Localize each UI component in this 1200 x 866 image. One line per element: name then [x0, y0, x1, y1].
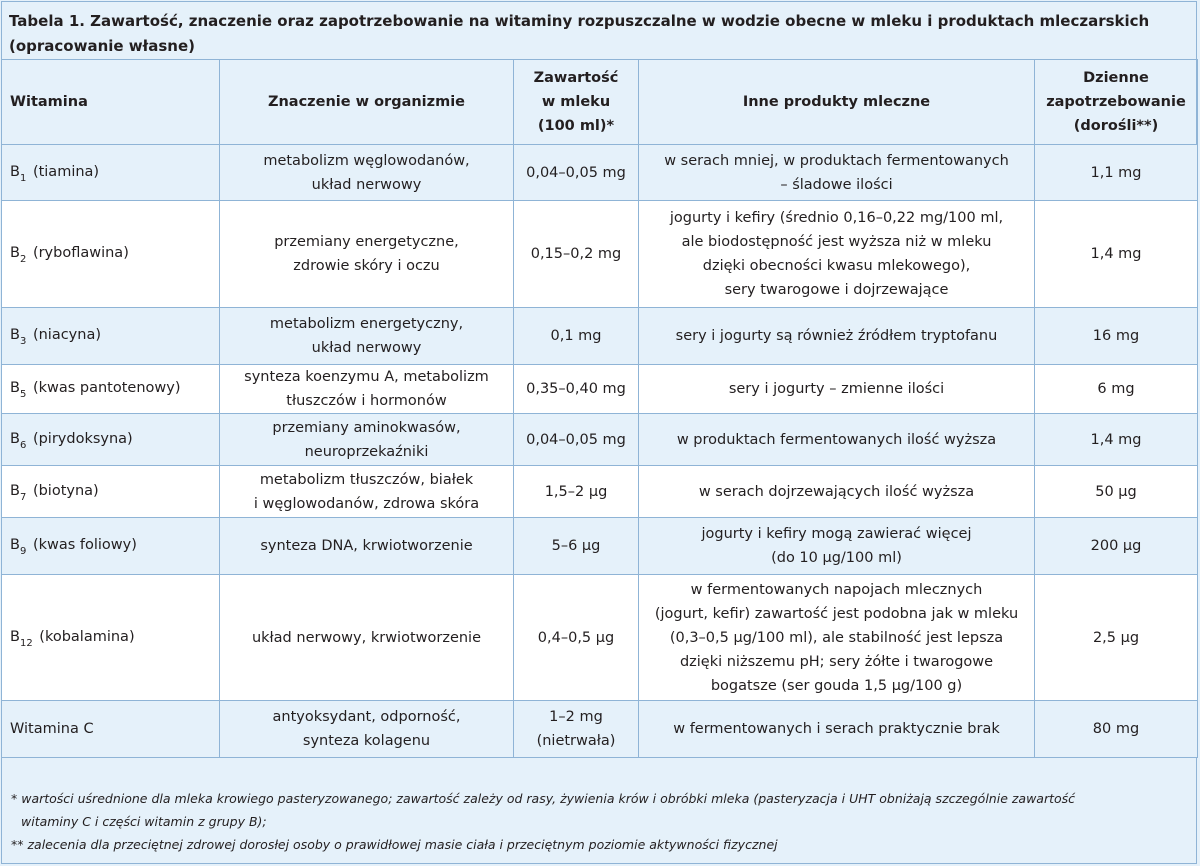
- vitamin-name-cell: [2, 575, 220, 701]
- vitamin-base: B: [10, 380, 20, 396]
- content-cell-line: 5–6 µg: [551, 538, 601, 554]
- table-title: Tabela 1. Zawartość, znaczenie oraz zapotrzebowanie na witaminy rozpuszczalne w wodzie obecne w mleku i produktach mleczarskich (opracowanie własne): [9, 12, 1150, 55]
- other-products-cell-line: (0,3–0,5 µg/100 ml), ale stabilność jest lepsza: [669, 629, 1004, 646]
- vitamin-base: B: [10, 245, 20, 261]
- vitamin-name-cell: [2, 365, 220, 414]
- vitamin-subscript: 9: [19, 546, 27, 557]
- other-products-cell-line: bogatsze (ser gouda 1,5 µg/100 g): [710, 677, 963, 694]
- vitamin-base: B: [10, 628, 20, 645]
- content-cell-line: 0,15–0,2 mg: [530, 246, 622, 262]
- content-cell-line: 0,4–0,5 µg: [537, 629, 615, 646]
- role-cell: [220, 145, 514, 201]
- role-cell-line: zdrowie skóry i oczu: [293, 258, 440, 274]
- other-products-cell-line: w fermentowanych napojach mlecznych: [690, 581, 983, 598]
- role-cell-line: metabolizm tłuszczów, białek: [259, 471, 474, 488]
- daily-requirement-cell: 1,4 mg: [1035, 414, 1198, 466]
- vitamin-base: B: [10, 327, 20, 343]
- vitamin-base: B: [10, 163, 20, 180]
- daily-requirement-cell: 6 mg: [1035, 365, 1198, 414]
- vitamin-name-cell: [2, 518, 220, 575]
- role-cell-line: układ nerwowy: [311, 176, 422, 193]
- role-cell: [220, 701, 514, 758]
- other-products-cell-line: dzięki obecności kwasu mlekowego),: [702, 258, 971, 274]
- role-cell-line: i węglowodanów, zdrowa skóra: [253, 495, 480, 512]
- content-cell-line: 0,35–0,40 mg: [526, 381, 626, 397]
- content-cell: [514, 518, 639, 575]
- vitamin-name-cell: [2, 466, 220, 518]
- vitamins-table: [1, 59, 1198, 758]
- other-products-cell: [639, 414, 1035, 466]
- role-cell-line: synteza kolagenu: [302, 733, 431, 749]
- other-products-cell-line: (do 10 µg/100 ml): [771, 550, 902, 566]
- vitamin-name-cell: [2, 414, 220, 466]
- other-products-cell-line: sery twarogowe i dojrzewające: [724, 282, 949, 298]
- vitamin-name-cell: [2, 308, 220, 365]
- role-cell-line: synteza DNA, krwiotworzenie: [260, 538, 473, 554]
- other-products-cell-line: jogurty i kefiry (średnio 0,16–0,22 mg/100 ml,: [669, 210, 1004, 226]
- table-row: [2, 308, 1198, 365]
- table-row: [2, 365, 1198, 414]
- role-cell-line: przemiany energetyczne,: [274, 234, 459, 250]
- vitamin-base: B: [10, 537, 20, 553]
- content-cell: [514, 414, 639, 466]
- role-cell: [220, 414, 514, 466]
- other-products-cell-line: dzięki niższemu pH; sery żółte i twarogowe: [679, 653, 994, 670]
- role-cell-line: układ nerwowy: [311, 340, 422, 356]
- other-products-cell: [639, 201, 1035, 308]
- header-role: Znaczenie w organizmie: [220, 60, 514, 145]
- table-row: [2, 145, 1198, 201]
- other-products-cell-line: w fermentowanych i serach praktycznie brak: [673, 721, 1000, 737]
- content-cell-line: 1,5–2 µg: [544, 483, 608, 500]
- daily-requirement-cell: 200 µg: [1035, 518, 1198, 575]
- role-cell: [220, 575, 514, 701]
- table-row: [2, 701, 1198, 758]
- daily-requirement-cell: 80 mg: [1035, 701, 1198, 758]
- table-row: [2, 518, 1198, 575]
- role-cell-line: synteza koenzymu A, metabolizm: [244, 369, 489, 385]
- content-cell-line: 0,1 mg: [550, 328, 602, 344]
- daily-requirement-cell: 1,4 mg: [1035, 201, 1198, 308]
- vitamin-common-name: (pirydoksyna): [32, 430, 133, 447]
- footnotes: [11, 787, 1191, 856]
- content-cell: [514, 201, 639, 308]
- daily-requirement-cell: 50 µg: [1035, 466, 1198, 518]
- header-content: Zawartość w mleku (100 ml)*: [514, 60, 639, 145]
- other-products-cell-line: jogurty i kefiry mogą zawierać więcej: [701, 526, 972, 542]
- role-cell-line: metabolizm węglowodanów,: [263, 152, 470, 169]
- role-cell-line: tłuszczów i hormonów: [286, 393, 447, 409]
- other-products-cell: [639, 308, 1035, 365]
- daily-requirement-cell: 1,1 mg: [1035, 145, 1198, 201]
- content-cell: [514, 365, 639, 414]
- vitamin-base: B: [10, 430, 20, 447]
- vitamin-name-cell: [2, 201, 220, 308]
- header-row: [2, 60, 1198, 145]
- other-products-cell-line: w produktach fermentowanych ilość wyższa: [676, 431, 997, 448]
- vitamin-base: B: [10, 482, 20, 499]
- content-cell-line: 0,04–0,05 mg: [526, 164, 626, 181]
- vitamin-common-name: (kwas foliowy): [32, 537, 137, 553]
- header-daily-requirement: Dzienne zapotrzebowanie (dorośli**): [1035, 60, 1198, 145]
- daily-requirement-cell: 2,5 µg: [1035, 575, 1198, 701]
- vitamin-common-name: (kobalamina): [39, 628, 135, 645]
- other-products-cell-line: sery i jogurty są również źródłem tryptofanu: [675, 328, 998, 344]
- other-products-cell: [639, 701, 1035, 758]
- other-products-cell: [639, 365, 1035, 414]
- vitamin-common-name: (niacyna): [32, 327, 101, 343]
- role-cell-line: układ nerwowy, krwiotworzenie: [251, 629, 482, 646]
- content-cell: [514, 575, 639, 701]
- content-cell: [514, 145, 639, 201]
- other-products-cell: [639, 145, 1035, 201]
- content-cell: [514, 466, 639, 518]
- vitamin-subscript: 1: [19, 172, 27, 184]
- content-cell: [514, 308, 639, 365]
- vitamin-subscript: 7: [19, 491, 27, 503]
- header-other-products: Inne produkty mleczne: [639, 60, 1035, 145]
- vitamin-common-name: (biotyna): [32, 482, 99, 499]
- daily-requirement-cell: 16 mg: [1035, 308, 1198, 365]
- footnote-1: * wartości uśrednione dla mleka krowiego pasteryzowanego; zawartość zależy od rasy, żywienia krów i obróbki mleka (pasteryzacja i UHT obniżają szczególnie zawartość: [11, 791, 1076, 806]
- table-row: [2, 575, 1198, 701]
- role-cell-line: antyoksydant, odporność,: [272, 709, 461, 725]
- content-cell: [514, 701, 639, 758]
- table-row: [2, 201, 1198, 308]
- role-cell: [220, 308, 514, 365]
- other-products-cell-line: – śladowe ilości: [780, 176, 893, 193]
- vitamin-common-name: (ryboflawina): [32, 245, 129, 261]
- content-cell-line: (nietrwała): [536, 733, 616, 749]
- content-cell-line: 0,04–0,05 mg: [526, 431, 626, 448]
- other-products-cell-line: w serach mniej, w produktach fermentowanych: [664, 152, 1009, 169]
- role-cell-line: metabolizm energetyczny,: [269, 316, 464, 332]
- role-cell: [220, 518, 514, 575]
- content-cell-line: 1–2 mg: [549, 709, 603, 725]
- vitamin-name-cell: [2, 145, 220, 201]
- other-products-cell: [639, 518, 1035, 575]
- vitamin-subscript: 6: [19, 439, 27, 451]
- role-cell-line: neuroprzekaźniki: [304, 443, 429, 460]
- vitamin-name-cell: [2, 701, 220, 758]
- footnote-2: ** zalecenia dla przeciętnej zdrowej dorosłej osoby o prawidłowej masie ciała i przeciętnym poziomie aktywności fizycznej: [11, 837, 778, 852]
- vitamin-base: Witamina C: [10, 721, 94, 737]
- header-vitamin: Witamina: [2, 60, 220, 145]
- vitamin-subscript: 2: [19, 254, 27, 265]
- vitamin-subscript: 3: [19, 336, 27, 347]
- vitamin-subscript: 5: [19, 389, 27, 400]
- other-products-cell: [639, 466, 1035, 518]
- role-cell: [220, 365, 514, 414]
- vitamin-common-name: (tiamina): [32, 163, 100, 180]
- other-products-cell-line: w serach dojrzewających ilość wyższa: [698, 483, 975, 500]
- role-cell-line: przemiany aminokwasów,: [272, 419, 461, 436]
- footnote-1-cont: witaminy C i części witamin z grupy B);: [21, 814, 267, 829]
- other-products-cell: [639, 575, 1035, 701]
- vitamin-subscript: 12: [19, 637, 33, 649]
- other-products-cell-line: ale biodostępność jest wyższa niż w mleku: [681, 234, 992, 250]
- table-row: [2, 414, 1198, 466]
- role-cell: [220, 466, 514, 518]
- vitamin-common-name: (kwas pantotenowy): [32, 380, 181, 396]
- other-products-cell-line: (jogurt, kefir) zawartość jest podobna jak w mleku: [654, 605, 1019, 622]
- other-products-cell-line: sery i jogurty – zmienne ilości: [728, 381, 945, 397]
- table-row: [2, 466, 1198, 518]
- role-cell: [220, 201, 514, 308]
